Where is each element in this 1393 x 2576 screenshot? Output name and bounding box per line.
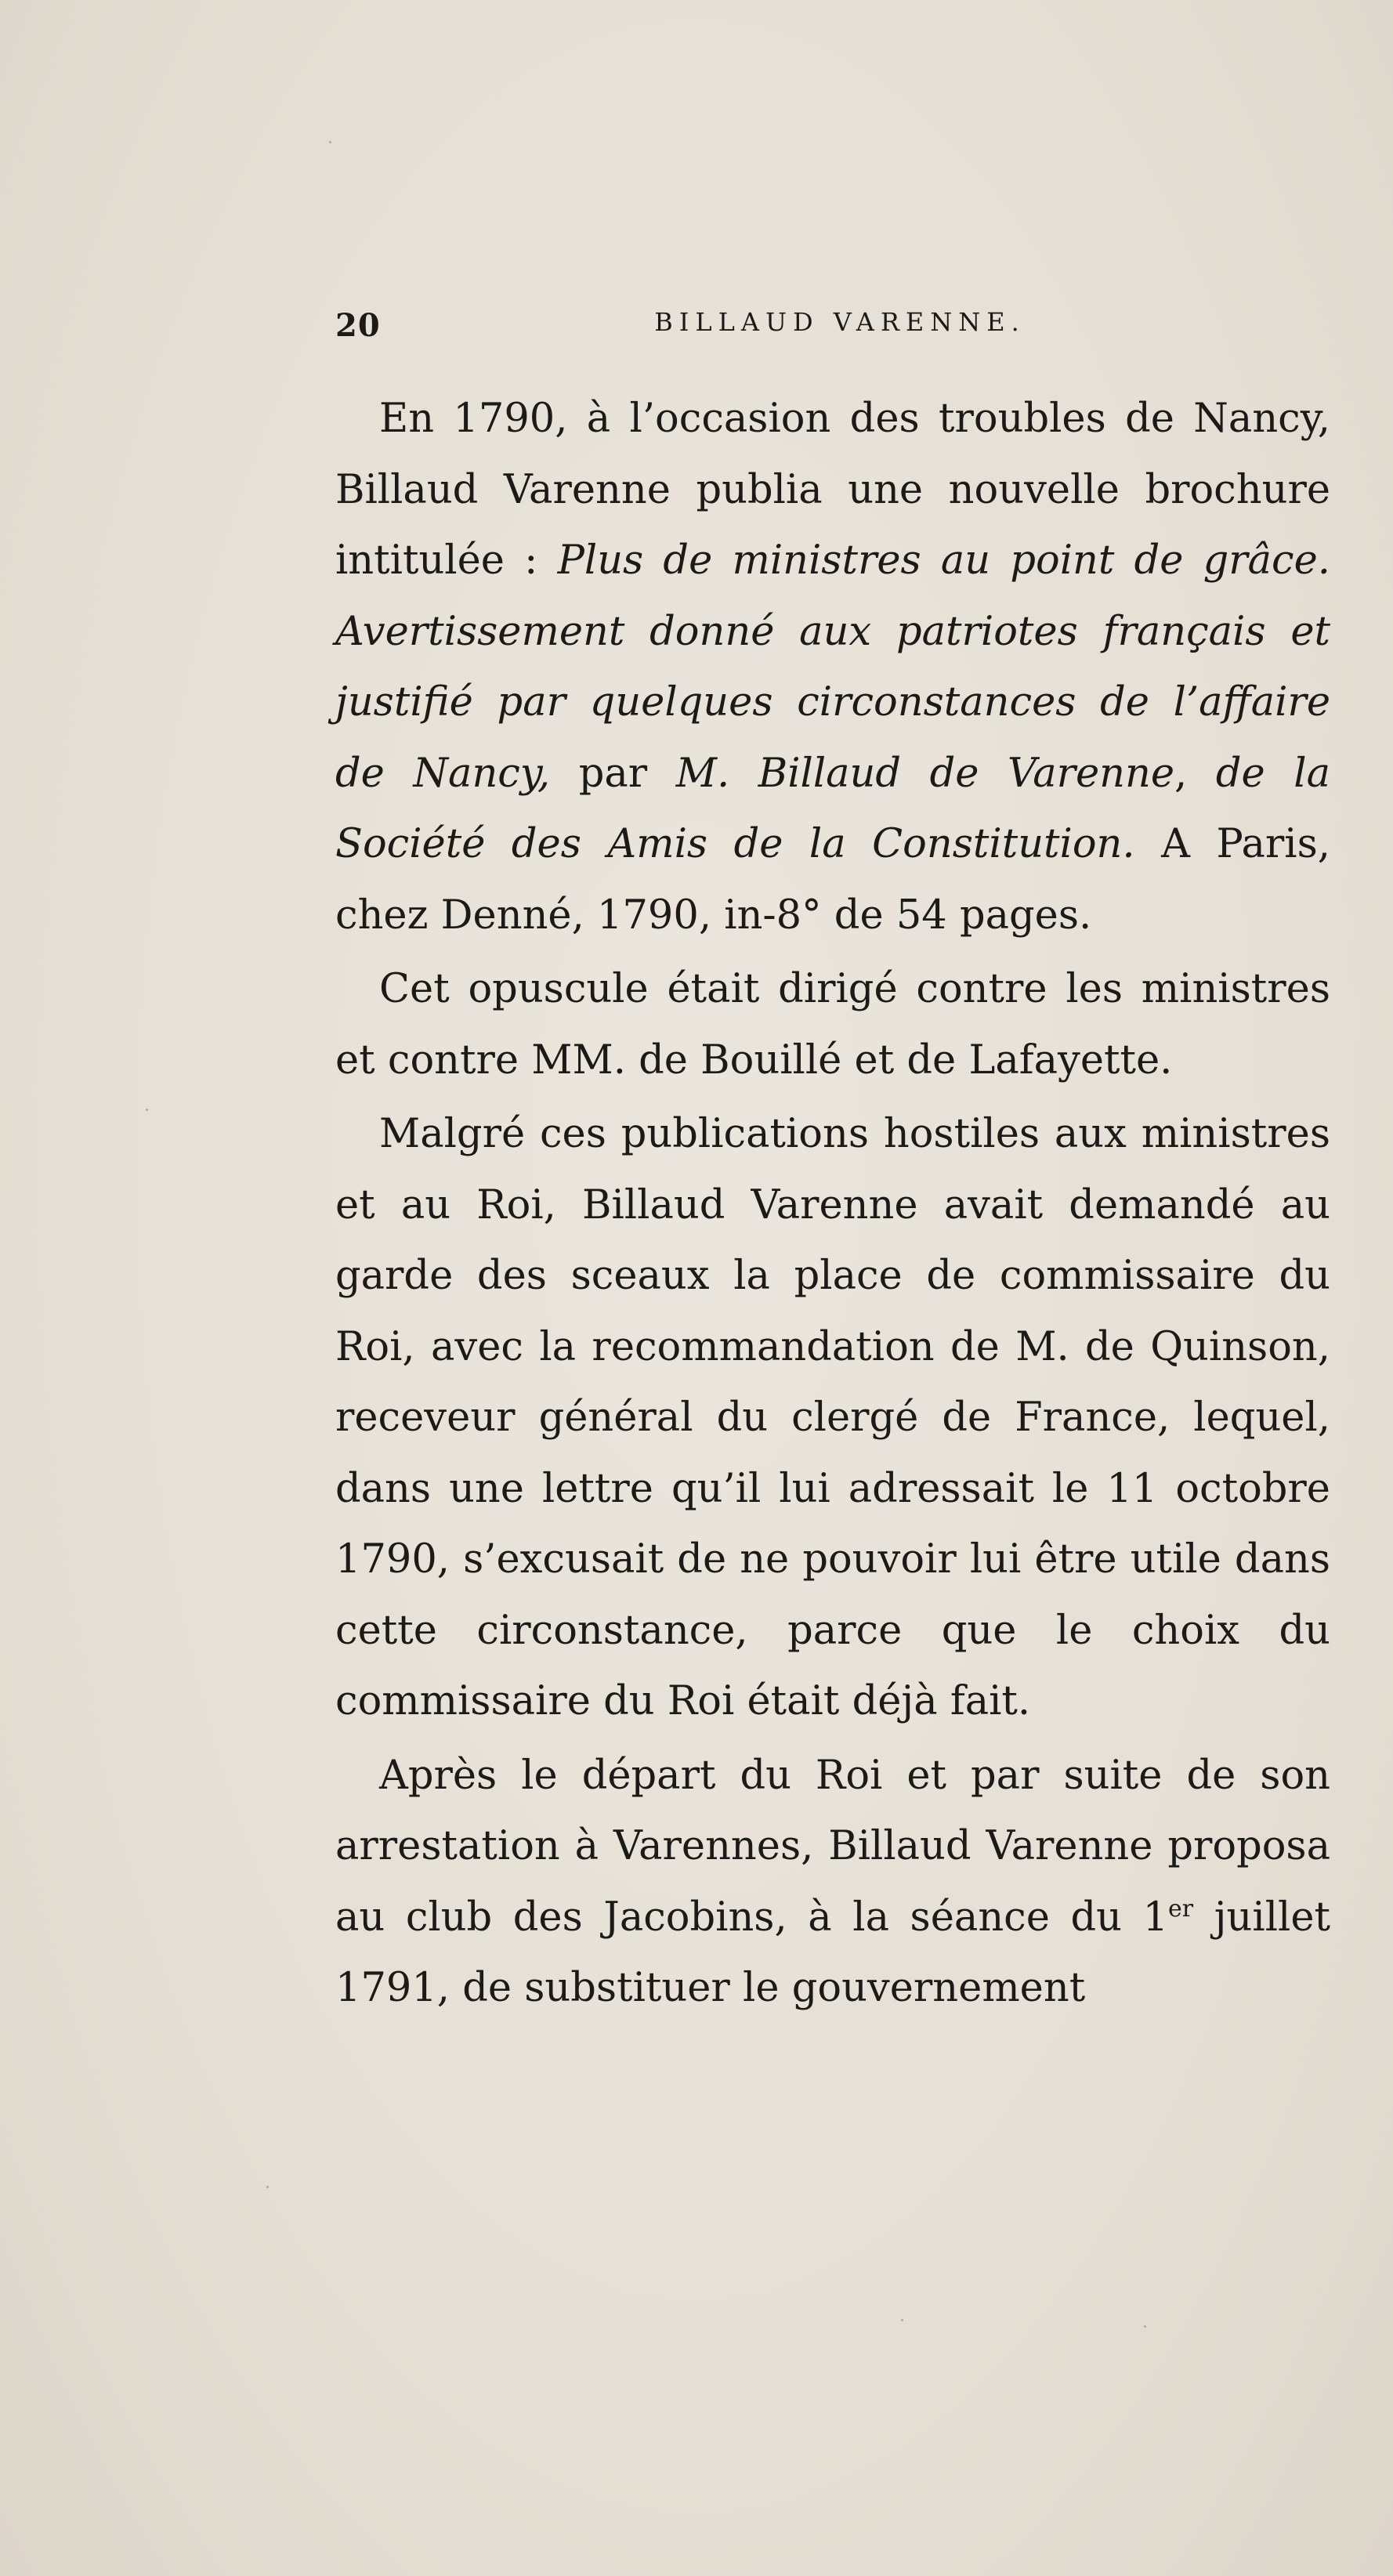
para1-seg5: de la Société des Amis de la Constitution. bbox=[335, 750, 1330, 867]
paper-speck bbox=[1144, 2325, 1146, 2328]
para2-seg0: Cet opuscule était dirigé contre les ministres et contre MM. de Bouillé et de Lafayette. bbox=[335, 966, 1330, 1084]
para3-seg0: Malgré ces publications hostiles aux ministres et au Roi, Billaud Varenne avait demandé au garde des sceaux la place de commissaire du Roi, avec la recommandation de M. de Quinson, receveur général du clergé de France, lequel, dans une lettre qu’il lui adressait le 11 octobre 1790, s’excusait de ne pouvoir lui être utile dans cette circonstance, parce que le choix du commissaire du Roi était déjà fait. bbox=[335, 1111, 1330, 1724]
para4-seg2: juillet 1791, de substituer le gouvernement bbox=[335, 1894, 1330, 2011]
para1-seg0: En 1790, à l’occasion des troubles de Nancy, Billaud Varenne publia une nouvelle brochure intitulée : bbox=[335, 396, 1330, 584]
para4-seg0: Après le départ du Roi et par suite de son arrestation à Varennes, Billaud Varenne proposa au club des Jacobins, à la séance du 1 bbox=[335, 1752, 1330, 1941]
running-title: BILLAUD VARENNE. bbox=[654, 307, 1026, 337]
paper-speck bbox=[266, 2186, 269, 2188]
para1-seg2: par bbox=[550, 750, 676, 797]
body-text bbox=[335, 384, 1330, 2024]
paper-speck bbox=[146, 1109, 148, 1111]
para1-seg6: A Paris, chez Denné, 1790, in-8° de 54 pages. bbox=[335, 821, 1330, 939]
paragraph-3 bbox=[335, 1099, 1330, 1738]
para4-superscript: er bbox=[1168, 1894, 1194, 1923]
page-number: 20 bbox=[335, 307, 381, 344]
paper-speck bbox=[329, 141, 331, 143]
para1-seg1: Plus de ministres au point de grâce. Avertissement donné aux patriotes français et justifié par quelques circonstances de l’affaire de Nancy, bbox=[335, 537, 1330, 797]
para1-seg3: M. Billaud de Varenne bbox=[675, 750, 1175, 797]
paragraph-1 bbox=[335, 384, 1330, 951]
paper-speck bbox=[901, 2319, 903, 2321]
paragraph-2 bbox=[335, 954, 1330, 1096]
paragraph-4 bbox=[335, 1741, 1330, 2024]
page-header bbox=[335, 307, 1329, 346]
para1-seg4: , bbox=[1174, 750, 1216, 797]
